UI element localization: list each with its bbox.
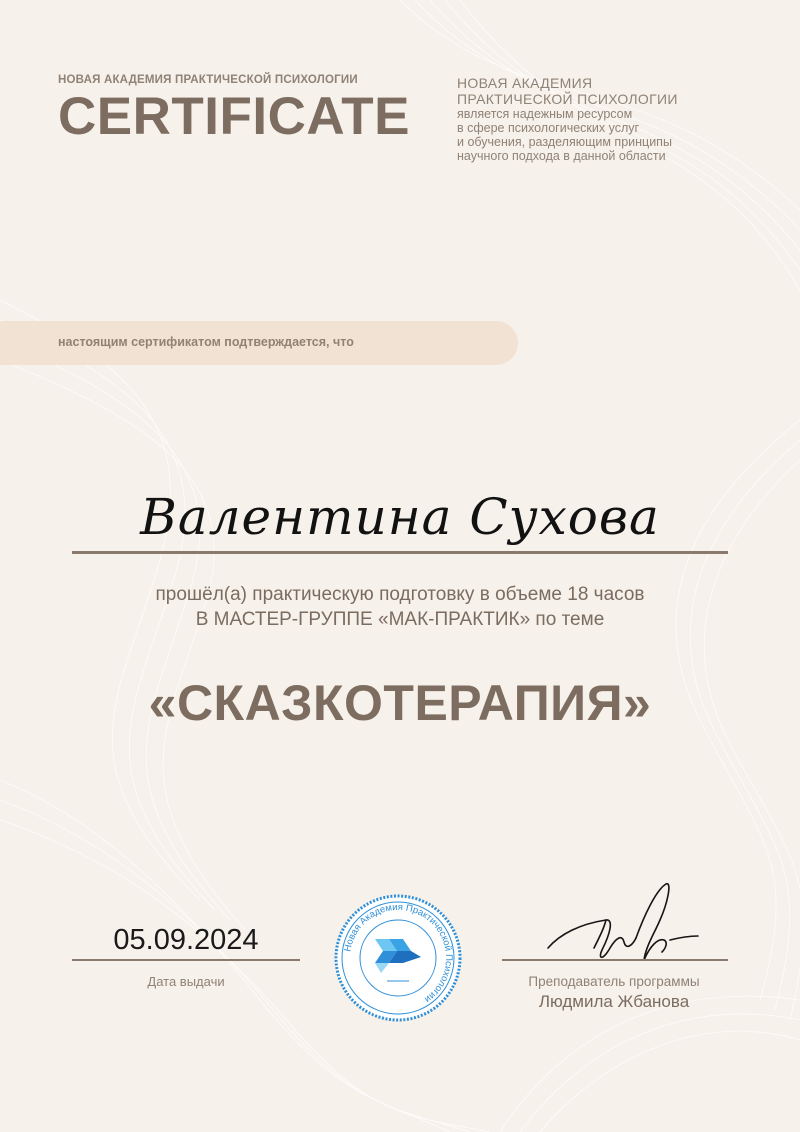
svg-text:Новая Академия Практической Пс: Новая Академия Практической Психологии <box>342 901 455 1005</box>
issue-date-label: Дата выдачи <box>147 974 225 989</box>
academy-seal <box>333 893 463 1023</box>
course-topic: «СКАЗКОТЕРАПИЯ» <box>148 675 652 731</box>
teacher-role: Преподаватель программы <box>528 974 700 989</box>
completion-line-2: В МАСТЕР-ГРУППЕ «МАК-ПРАКТИК» по теме <box>195 609 605 630</box>
certificate-title: CERTIFICATE <box>58 87 410 146</box>
date-underline <box>72 959 300 961</box>
header-right <box>457 75 757 163</box>
recipient-underline <box>72 551 728 554</box>
recipient-name: Валентина Сухова <box>140 488 660 546</box>
seal-icon <box>333 893 463 1023</box>
org-description: является надежным ресурсом в сфере психологических услуг и обучения, разделяющим принципы научного подхода в данной области <box>457 107 672 163</box>
completion-line-1: прошёл(а) практическую подготовку в объеме 18 часов <box>155 584 645 605</box>
completion-statement <box>0 582 800 632</box>
teacher-name: Людмила Жбанова <box>538 992 690 1011</box>
signature-underline <box>502 959 728 961</box>
teacher-signature <box>540 876 700 976</box>
confirmation-band <box>0 321 518 365</box>
issue-date: 05.09.2024 <box>113 924 259 956</box>
org-name-right: НОВАЯ АКАДЕМИЯ ПРАКТИЧЕСКОЙ ПСИХОЛОГИИ <box>457 75 678 107</box>
confirmation-text: настоящим сертификатом подтверждается, что <box>58 335 354 349</box>
org-name-top: НОВАЯ АКАДЕМИЯ ПРАКТИЧЕСКОЙ ПСИХОЛОГИИ <box>58 74 358 86</box>
header-left <box>58 74 428 146</box>
